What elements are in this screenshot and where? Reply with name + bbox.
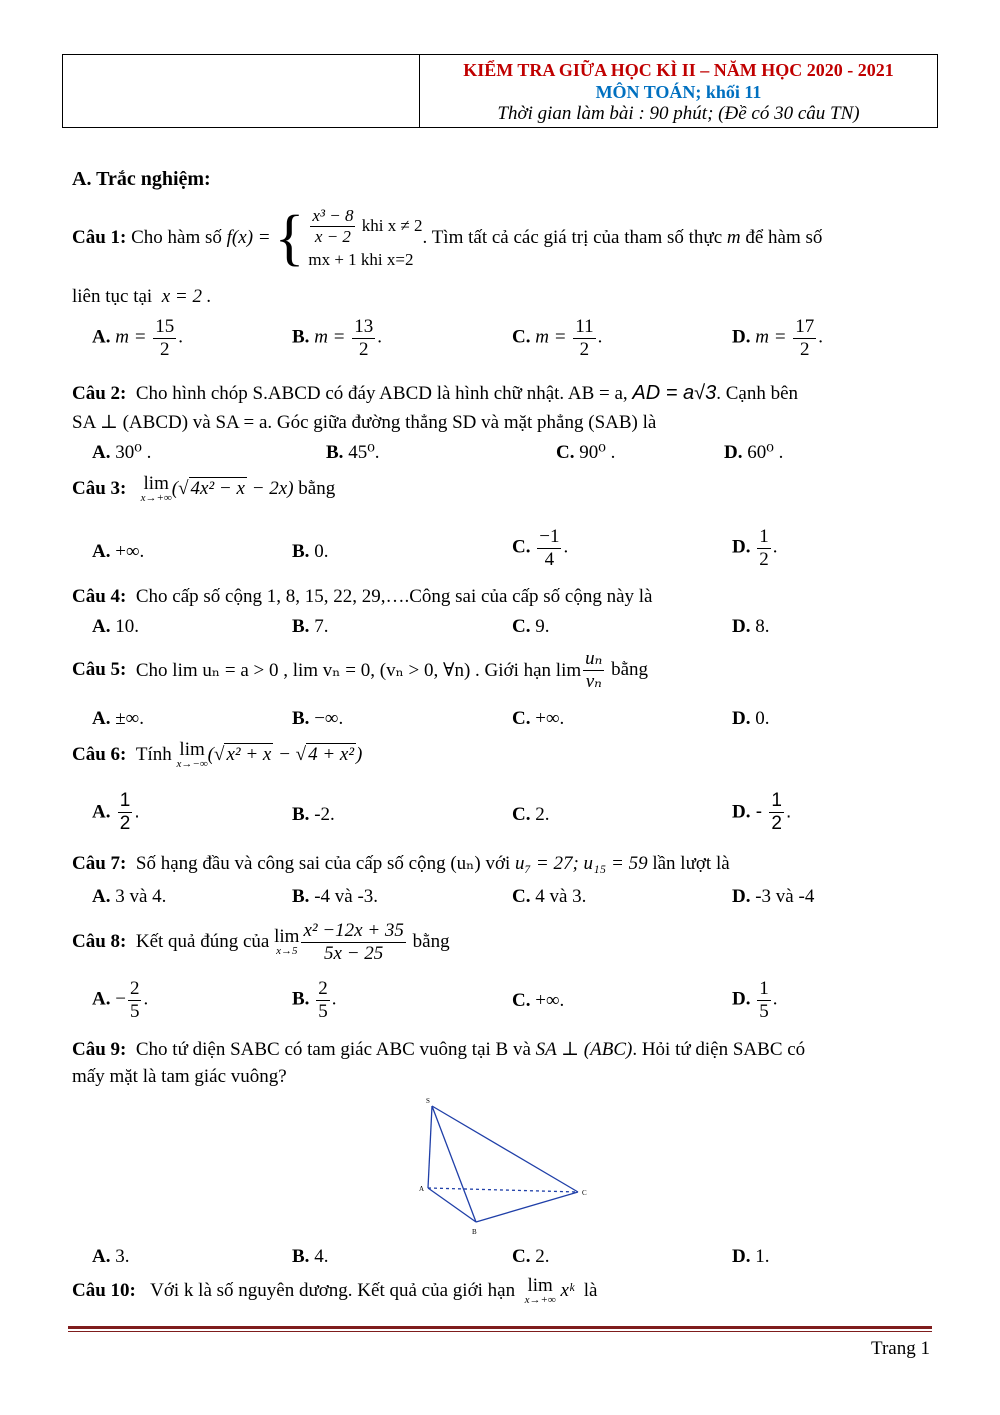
exam-title: KIỂM TRA GIỮA HỌC KÌ II – NĂM HỌC 2020 - 2021 [463,60,894,80]
answer-option[interactable]: D. -3 và -4 [732,886,815,907]
question-8: Câu 8: Kết quả đúng của lim x→5 $\frac{\text{x² −12x + 35}}{5x - 25}$ bằng [72,920,450,964]
tetrahedron-figure [410,1092,600,1242]
answer-option[interactable]: A. − $\frac{2}{5}$ . [92,978,149,1022]
label-A: A [419,1185,425,1193]
answer-option[interactable]: A. $\frac{1}{2}$ . [92,790,140,834]
footer-divider-thin [68,1331,932,1332]
answer-option[interactable]: B. m = $\frac{13}{2}$ . [292,316,382,360]
piece-condition: khi x ≠ 2 [361,216,423,235]
answer-option[interactable]: C. +∞. [512,708,565,729]
answer-option[interactable]: C. $\frac{-1}{4}$ . [512,526,569,570]
edge-AC [428,1188,578,1192]
header-right-cell [420,55,937,127]
question-9: Câu 9: Cho tứ diện SABC có tam giác ABC vuông tại B và SA ⊥ (ABC). Hỏi tứ diện SABC có [72,1039,806,1060]
question-9-line2: mấy mặt là tam giác vuông? [72,1066,287,1087]
answer-option[interactable]: B. -2. [292,804,335,825]
question-text: . Tìm tất cả các giá trị của tham số thực [422,227,723,248]
answer-option[interactable]: B. -4 và -3. [292,886,379,907]
answer-option[interactable]: C. 4 và 3. [512,886,587,907]
answer-option[interactable]: D. 1. [732,1246,770,1267]
answer-option[interactable]: D. m = $\frac{17}{2}$ . [732,316,824,360]
answer-option[interactable]: A. m = $\frac{15}{2}$ . [92,316,184,360]
answer-option[interactable]: B. $\frac{2}{5}$ . [292,978,337,1022]
edge-AB [428,1188,476,1222]
answer-option[interactable]: B. 7. [292,616,329,637]
page-number: Trang 1 [871,1338,930,1359]
question-2: Câu 2: Cho hình chóp S.ABCD có đáy ABCD là hình chữ nhật. AB = a, AD = a√3. Cạnh bên [72,382,799,404]
answer-option[interactable]: D. 60⁰ . [724,442,784,463]
question-3: Câu 3: lim x→+∞ (√ 4x² − x − 2x) bằng [72,473,336,504]
question-5: Câu 5: Cho lim uₙ = a > 0 , lim vₙ = 0, (vₙ > 0, ∀n) . Giới hạn lim $\frac{\text{uₙ}}{\text{vₙ}}$ bằng [72,648,649,692]
footer-divider [68,1326,932,1329]
answer-option[interactable]: A. +∞. [92,541,145,562]
question-1 [72,196,822,280]
edge-SB [432,1106,476,1222]
section-title: A. Trắc nghiệm: [72,168,211,190]
answer-option[interactable]: B. 4. [292,1246,329,1267]
piece-row-2: mx + 1 khi x=2 [308,250,414,270]
limit-operator: lim x→+∞ [140,473,172,504]
question-text: để hàm số [745,227,823,248]
question-10: Câu 10: Với k là số nguyên dương. Kết quả của giới hạn lim x→+∞ xᵏ là [72,1275,598,1306]
answer-option[interactable]: D. $\frac{1}{5}$ . [732,978,778,1022]
answer-option[interactable]: A. 3. [92,1246,130,1267]
answer-option[interactable]: A. 3 và 4. [92,886,167,907]
label-S: S [426,1097,430,1105]
question-label: Câu 1: [72,227,127,248]
answer-option[interactable]: B. −∞. [292,708,344,729]
label-B: B [472,1228,477,1236]
question-7: Câu 7: Số hạng đầu và công sai của cấp số cộng (uₙ) với u₇ = 27; u₁₅ = 59 lần lượt là [72,853,730,874]
answer-option[interactable]: A. ±∞. [92,708,144,729]
edge-SC [432,1106,578,1192]
question-4: Câu 4: Cho cấp số cộng 1, 8, 15, 22, 29,….Công sai của cấp số cộng này là [72,586,653,607]
header-left-cell [63,55,420,127]
answer-option[interactable]: D. 8. [732,616,770,637]
question-1-line2: liên tục tại x = 2 . [72,286,212,307]
function-name: f(x) = [226,227,271,248]
answer-option[interactable]: B. 45⁰. [326,442,380,463]
piecewise-function [308,206,422,270]
answer-option[interactable]: C. 9. [512,616,550,637]
answer-option[interactable]: B. 0. [292,541,329,562]
piece-fraction: $\frac{\text{x³ − 8}}{x - 2}$ [312,205,354,246]
answer-option[interactable]: D. - $\frac{1}{2}$ . [732,790,792,834]
answer-option[interactable]: C. +∞. [512,990,565,1011]
answer-option[interactable]: A. 10. [92,616,139,637]
answer-option[interactable]: C. 2. [512,1246,550,1267]
edge-SA [428,1106,432,1188]
answer-option[interactable]: D. $\frac{1}{2}$ . [732,526,778,570]
question-2-line2: SA ⊥ (ABCD) và SA = a. Góc giữa đường thẳng SD và mặt phẳng (SAB) là [72,412,657,433]
exam-subject: MÔN TOÁN; khối 11 [595,82,762,102]
question-6: Câu 6: Tính lim x→−∞ (√ x² + x − √ 4 + x² ) [72,739,363,770]
exam-time: Thời gian làm bài : 90 phút; (Đề có 30 câu TN) [497,103,860,124]
answer-option[interactable]: A. 30⁰ . [92,442,152,463]
answer-option[interactable]: D. 0. [732,708,770,729]
piecewise-brace: { [274,204,305,272]
param-m: m [726,227,741,248]
answer-option[interactable]: C. m = $\frac{11}{2}$ . [512,316,603,360]
label-C: C [582,1189,587,1197]
answer-option[interactable]: C. 2. [512,804,550,825]
exam-header [62,54,938,128]
edge-BC [476,1192,578,1222]
question-text: Cho hàm số [131,227,222,248]
answer-option[interactable]: C. 90⁰ . [556,442,616,463]
